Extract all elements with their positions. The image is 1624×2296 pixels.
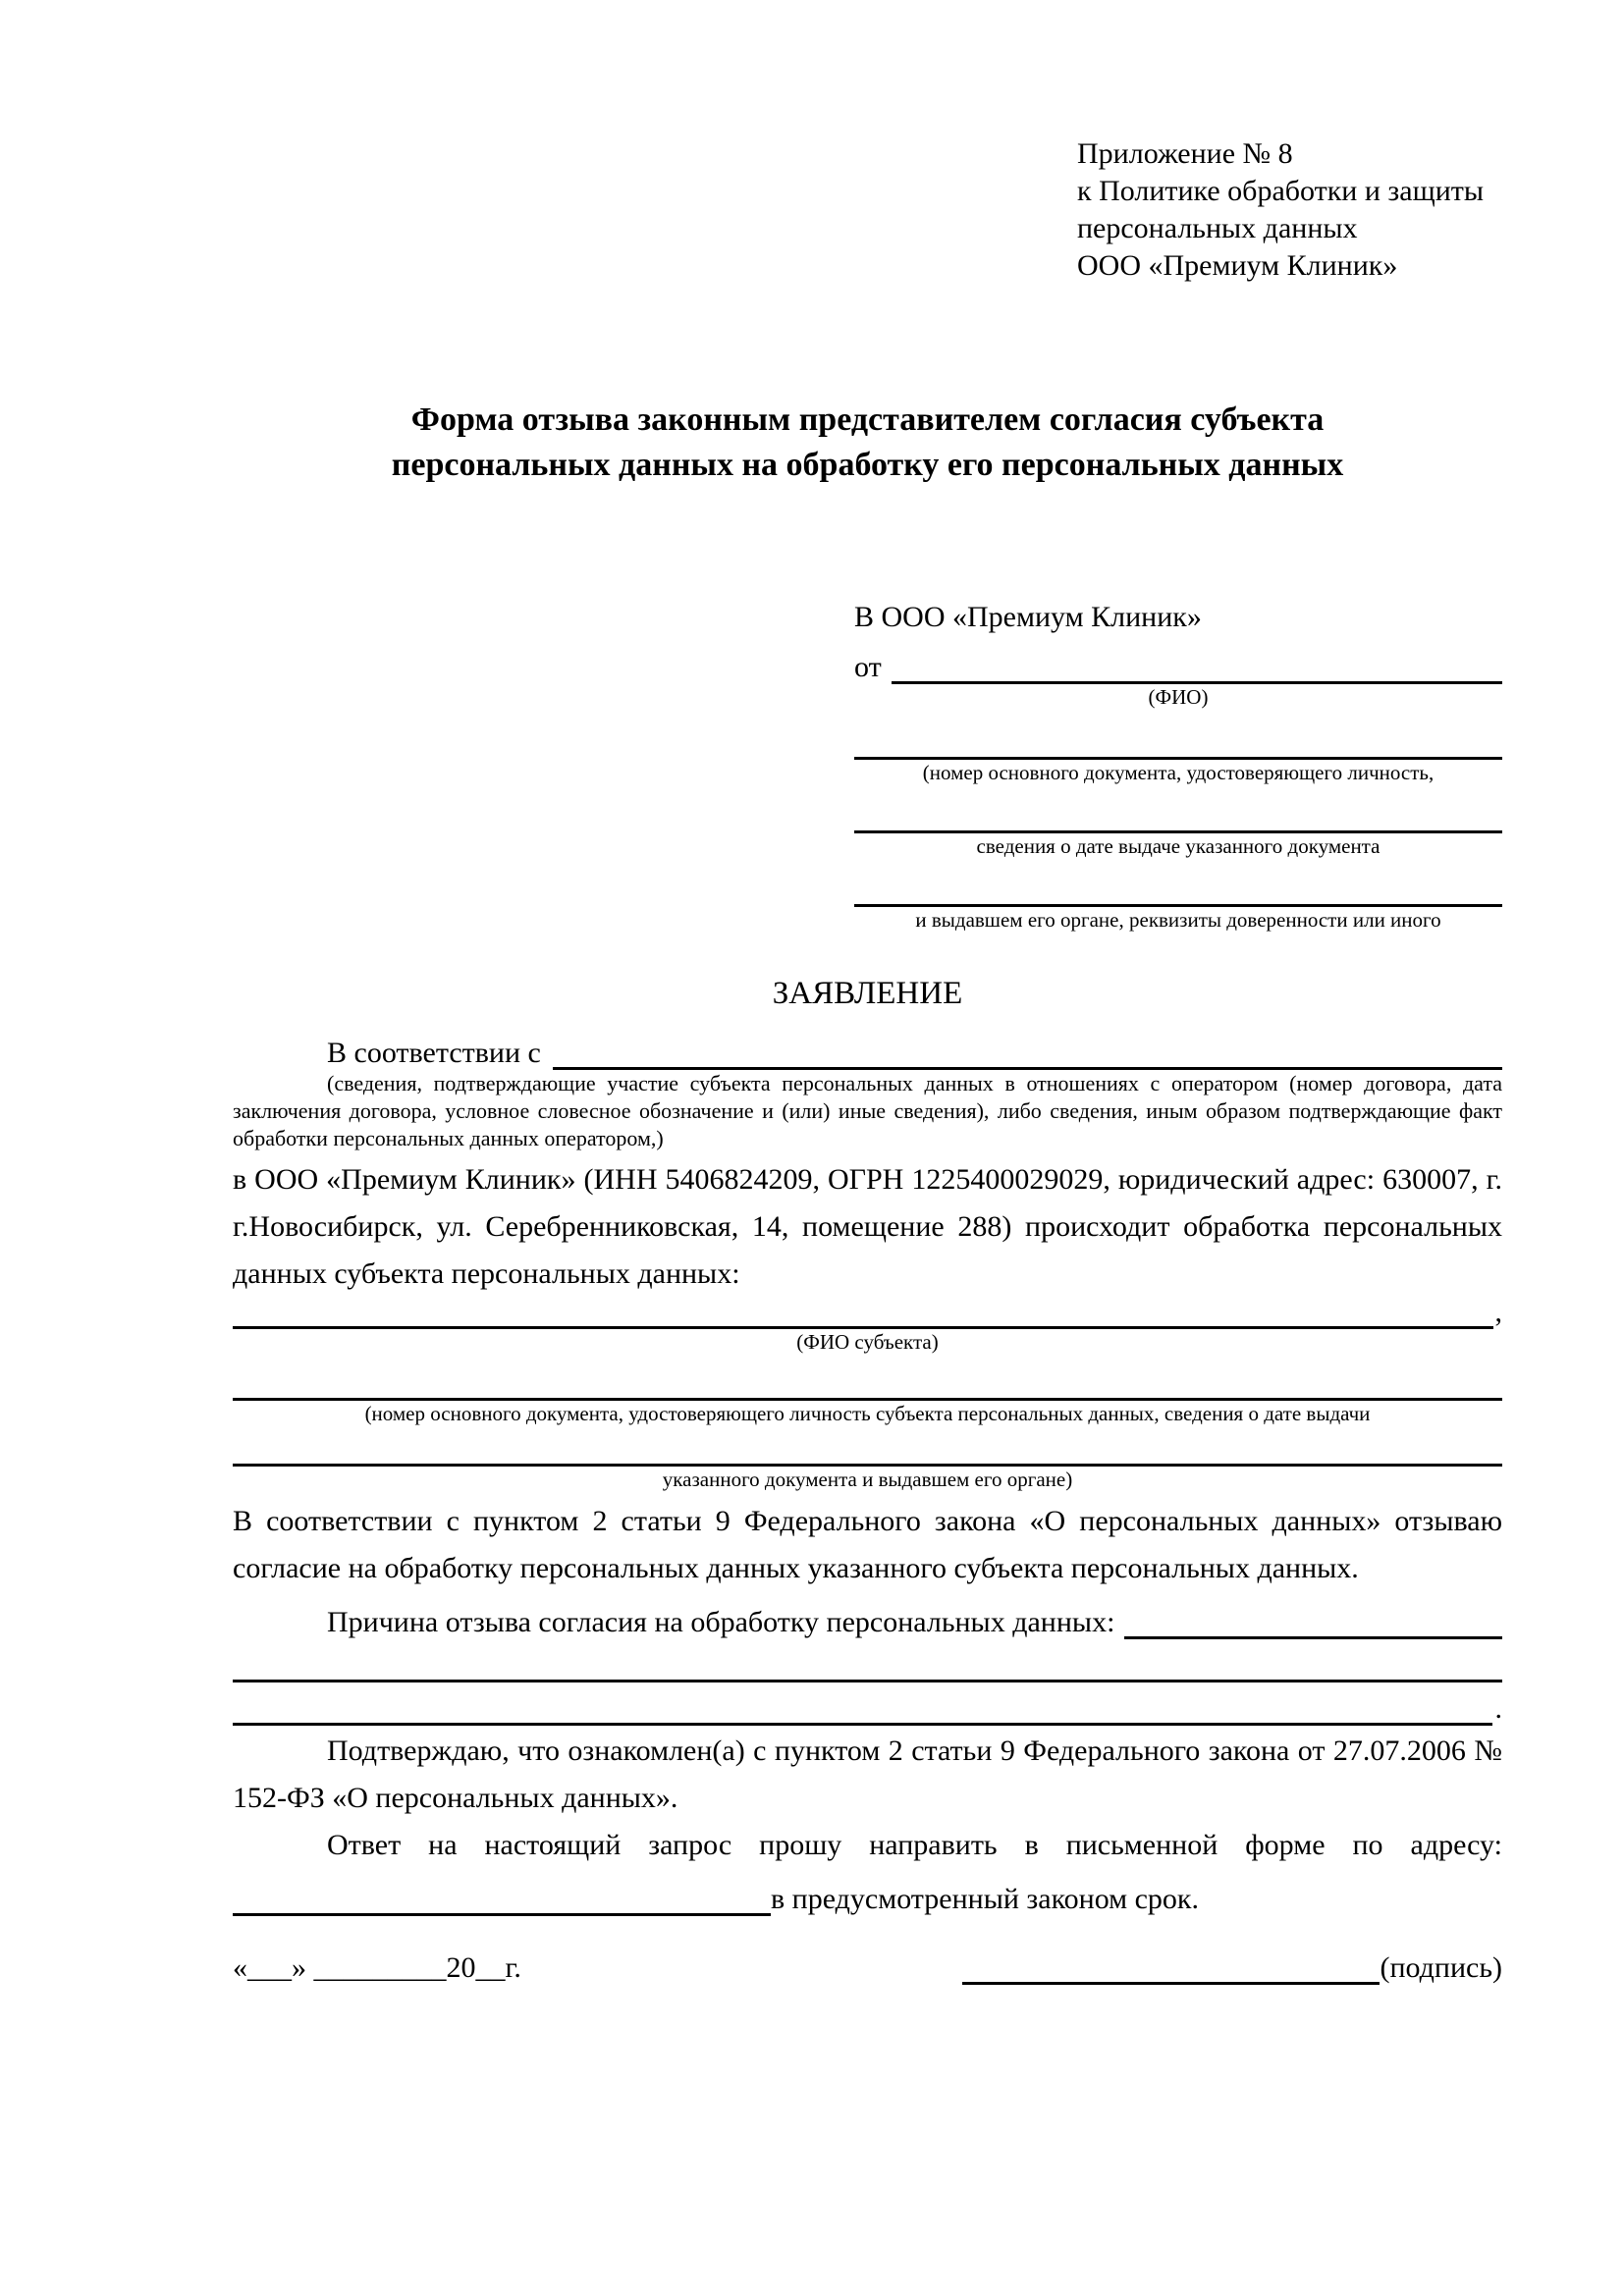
reason-blank-line-1	[233, 1636, 1502, 1682]
subject-name-blank-field	[233, 1295, 1493, 1329]
appendix-line: персональных данных	[1077, 212, 1358, 244]
document-title-line-2: персональных данных на обработку его персональных данных	[391, 447, 1344, 483]
subject-name-comma: ,	[1494, 1296, 1502, 1328]
addressee-block	[854, 598, 1502, 934]
explanatory-note: (сведения, подтверждающие участие субъекта персональных данных в отношениях с оператором (номер договора, дата заключения договора, условное словесное обозначение и (или) иные сведения), либо сведения, иным образом подтверждающие факт обработки персональных данных оператором,)	[233, 1071, 1502, 1150]
response-address-suffix: в предусмотренный законом срок.	[771, 1883, 1199, 1915]
document-content	[233, 0, 1502, 1985]
subject-document-blank-field-2	[233, 1432, 1502, 1467]
date-field: «___» _________20__г.	[233, 1951, 521, 1984]
representative-name-blank-field	[892, 634, 1502, 684]
reason-blank-line-2	[233, 1680, 1492, 1726]
reason-continuation-line-1	[233, 1639, 1502, 1682]
subject-fio-caption: (ФИО субъекта)	[796, 1330, 939, 1354]
document-number-caption: (номер основного документа, удостоверяющего личность,	[922, 761, 1435, 784]
issue-date-blank-field	[854, 787, 1502, 833]
signature-blank-field	[962, 1935, 1380, 1985]
reason-end-period: .	[1494, 1692, 1502, 1725]
confirmation-paragraph: Подтверждаю, что ознакомлен(а) с пунктом 2 статьи 9 Федерального закона от 27.07.2006 № 152-ФЗ «О персональных данных».	[233, 1735, 1502, 1814]
issuing-authority-caption: и выдавшем его органе, реквизиты доверенности или иного	[915, 908, 1441, 932]
appendix-line: ООО «Премиум Клиник»	[1077, 249, 1398, 282]
subject-name-row	[233, 1298, 1502, 1329]
response-address-blank-field	[233, 1866, 771, 1916]
issuing-authority-blank-field	[854, 861, 1502, 907]
response-address-row	[233, 1869, 1502, 1916]
signature-caption: (подпись)	[1380, 1951, 1502, 1984]
subject-document-caption-1: (номер основного документа, удостоверяющего личность субъекта персональных данных, сведения о дате выдачи	[364, 1402, 1371, 1425]
reason-prefix: Причина отзыва согласия на обработку персональных данных:	[327, 1606, 1115, 1638]
subject-document-caption-2: указанного документа и выдавшем его органе)	[662, 1468, 1073, 1491]
withdrawal-paragraph: В соответствии с пунктом 2 статьи 9 Федерального закона «О персональных данных» отзываю согласие на обработку персональных данных указанного субъекта персональных данных.	[233, 1505, 1502, 1584]
addressee-from-row	[854, 637, 1502, 684]
reason-row	[233, 1592, 1502, 1639]
fio-caption: (ФИО)	[1148, 685, 1209, 709]
accordance-blank-field	[553, 1018, 1502, 1070]
accordance-prefix: В соответствии с	[327, 1037, 541, 1069]
accordance-row	[233, 1021, 1502, 1070]
appendix-reference-block	[1077, 135, 1502, 285]
subject-document-blank-field	[233, 1362, 1502, 1401]
document-number-blank-field	[854, 712, 1502, 760]
statement-heading: ЗАЯВЛЕНИЕ	[772, 976, 963, 1011]
footer-row	[233, 1936, 1502, 1985]
response-address-paragraph: Ответ на настоящий запрос прошу направить в письменной форме по адресу:	[327, 1829, 1502, 1861]
operator-paragraph: в ООО «Премиум Клиник» (ИНН 5406824209, ОГРН 1225400029029, юридический адрес: 630007, г. г.Новосибирск, ул. Серебренниковская, 14, помещение 288) происходит обработка персональных данных субъекта персональных данных:	[233, 1163, 1502, 1290]
appendix-line: к Политике обработки и защиты	[1077, 175, 1485, 207]
reason-blank-field	[1124, 1589, 1502, 1639]
appendix-line: Приложение № 8	[1077, 137, 1293, 170]
addressee-to: В ООО «Премиум Клиник»	[854, 601, 1202, 633]
issue-date-caption: сведения о дате выдаче указанного документа	[976, 834, 1380, 858]
document-title-line-1: Форма отзыва законным представителем согласия субъекта	[410, 401, 1325, 438]
document-title	[233, 398, 1502, 488]
signature-group	[962, 1935, 1502, 1985]
reason-continuation-line-2	[233, 1682, 1502, 1726]
from-label: от	[854, 651, 882, 683]
